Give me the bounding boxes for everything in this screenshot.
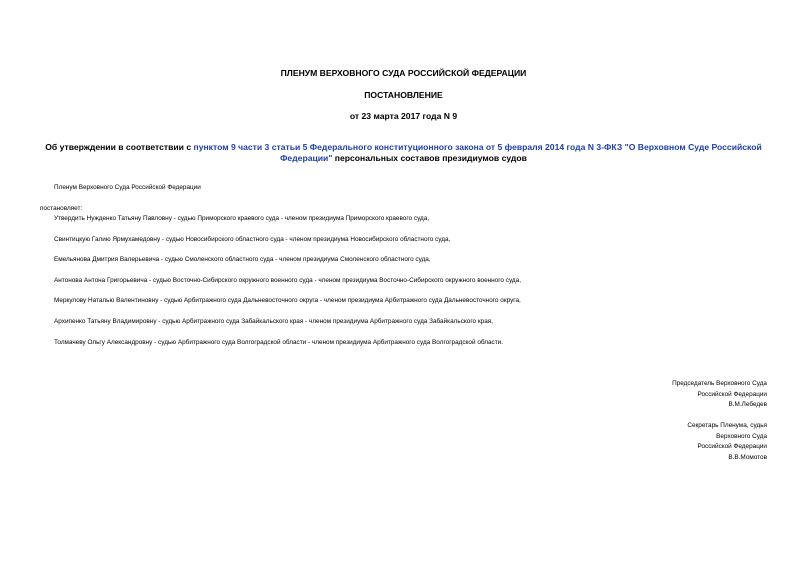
chair-title-line2: Российской Федерации [697,390,767,398]
secretary-name: В.В.Момотов [728,453,767,461]
chair-name: В.М.Лебедев [728,401,767,408]
list-item: Емельянова Дмитрия Валерьевича - судью Смоленского областного суда - членом президиума Смоленского областного суда, [54,256,431,263]
intro-text: Пленум Верховного Суда Российской Федерации [54,184,201,191]
title-suffix: персональных составов президиумов судов [332,153,527,163]
list-item: Архипенко Татьяну Владимировну - судью Арбитражного суда Забайкальского края - членом президиума Арбитражного суда Забайкальского края, [54,318,494,325]
law-reference-link[interactable]: пунктом 9 части 3 статьи 5 Федерального конституционного закона от 5 февраля 2014 года N 3-ФКЗ "О Верховном Суде Российской Федерации" [193,142,762,163]
list-item: Утвердить Нужденко Татьяну Павловну - судью Приморского краевого суда - членом президиума Приморского краевого суда, [54,215,430,222]
court-heading: ПЛЕНУМ ВЕРХОВНОГО СУДА РОССИЙСКОЙ ФЕДЕРАЦИИ [280,68,527,78]
list-item: Толмачеву Ольгу Александровну - судью Арбитражного суда Волгоградской области - членом президиума Арбитражного суда Волгоградской области. [54,339,504,346]
resolves-text: постановляет: [40,205,83,212]
title-prefix: Об утверждении в соответствии с [45,142,194,152]
document-type: ПОСТАНОВЛЕНИЕ [364,90,443,100]
secretary-title: Секретарь Пленума, судья [687,422,767,429]
list-item: Антонова Антона Григорьевича - судью Восточно-Сибирского окружного военного суда - членом президиума Восточно-Сибирского окружного военного суда, [54,277,521,284]
secretary-title-line3: Российской Федерации [697,443,767,450]
document-date-number: от 23 марта 2017 года N 9 [349,111,458,121]
list-item: Меркулову Наталью Валентиновну - судью Арбитражного суда Дальневосточного округа - членом президиума Арбитражного суда Дальневосточного округа, [54,297,521,304]
secretary-title-line2: Верховного Суда [716,432,767,440]
chair-signature [672,379,767,411]
document-title [40,142,767,164]
secretary-signature [687,421,767,463]
chair-title: Председатель Верховного Суда [672,380,767,387]
list-item: Свинтицкую Галию Ярмухамедовну - судью Новосибирского областного суда - членом президиума Новосибирского областного суда, [54,236,451,243]
